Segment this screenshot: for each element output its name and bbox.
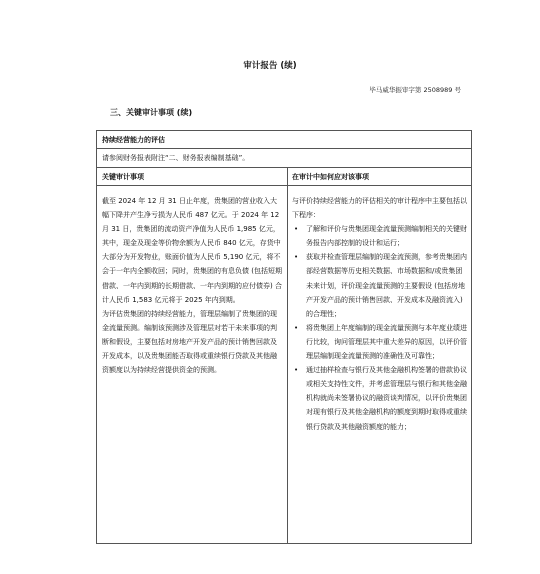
report-title: 审计报告 (续) — [243, 61, 297, 71]
matter-title: 持续经营能力的评估 — [97, 131, 471, 149]
bullet-icon: • — [294, 323, 299, 332]
audit-procedure-list — [292, 222, 468, 433]
report-reference-number: 毕马威华振审字第 2508989 号 — [369, 86, 461, 94]
audit-response-intro: 与评价持续经营能力的评估相关的审计程序中主要包括以下程序： — [292, 197, 467, 220]
column-divider — [287, 168, 288, 544]
reference-note: 请参阅财务报表附注“二、财务报表编制基础”。 — [97, 149, 471, 168]
key-matter-description — [102, 194, 283, 377]
bullet-icon: • — [294, 366, 299, 375]
list-item: • 通过抽样检查与银行及其他金融机构签署的借款协议或相关支持性文件，并考虑管理层与银行和其他金融机构就尚未签署协议的融资谈判情况，以评价贵集团对现有银行及其他金融机构的额度到期时取得或重续银行贷款及其他融资额度的能力； — [292, 363, 468, 433]
key-matter-paragraph-1: 截至 2024 年 12 月 31 日止年度，贵集团的营业收入大幅下降并产生净亏损为人民币 487 亿元。于 2024 年 12 月 31 日，贵集团的流动资产净值为人民币 1,985 亿元，其中，现金及现金等价物余额为人民币 840 亿元，存货中大部分为开发物业，账面价值为人民币 5,190 亿元，将不会于一年内全额收回；同时，贵集团的有息负债 (包括短期借款、一年内到期的长期借款、一年内到期的应付债券) 合计人民币 1,583 亿元将于 2025 年内到期。 — [102, 197, 282, 304]
list-item: • 将贵集团上年度编制的现金流量预测与本年度业绩进行比较，询问管理层其中重大差异的原因，以评价管理层编制现金流量预测的准确性及可靠性； — [292, 321, 468, 363]
section-heading: 三、关键审计事项 (续) — [110, 108, 193, 117]
column-header-response: 在审计中如何应对该事项 — [287, 168, 471, 186]
key-matter-paragraph-2: 为评估贵集团的持续经营能力，管理层编制了贵集团的现金流量预测。编制该预测涉及管理层对若干未来事项的判断和假设，主要包括对房地产开发产品的预计销售回款及开发成本，以及贵集团能否取得或重续银行贷款及其他融资额度以为持续经营提供资金的预测。 — [102, 309, 277, 375]
column-header-key-matter: 关键审计事项 — [97, 168, 287, 186]
list-item: • 获取并检查管理层编制的现金流预测，参考贵集团内部经营数据等历史相关数据、市场数据和/或贵集团未来计划，评价现金流量预测的主要假设 (包括房地产开发产品的预计销售回款、开发成本及融资流入) 的合理性； — [292, 250, 468, 320]
bullet-icon: • — [294, 253, 299, 262]
key-audit-matter-table — [96, 130, 472, 544]
list-item: • 了解和评价与贵集团现金流量预测编制相关的关键财务报告内部控制的设计和运行； — [292, 222, 468, 250]
audit-response — [292, 194, 468, 434]
bullet-icon: • — [294, 225, 299, 234]
